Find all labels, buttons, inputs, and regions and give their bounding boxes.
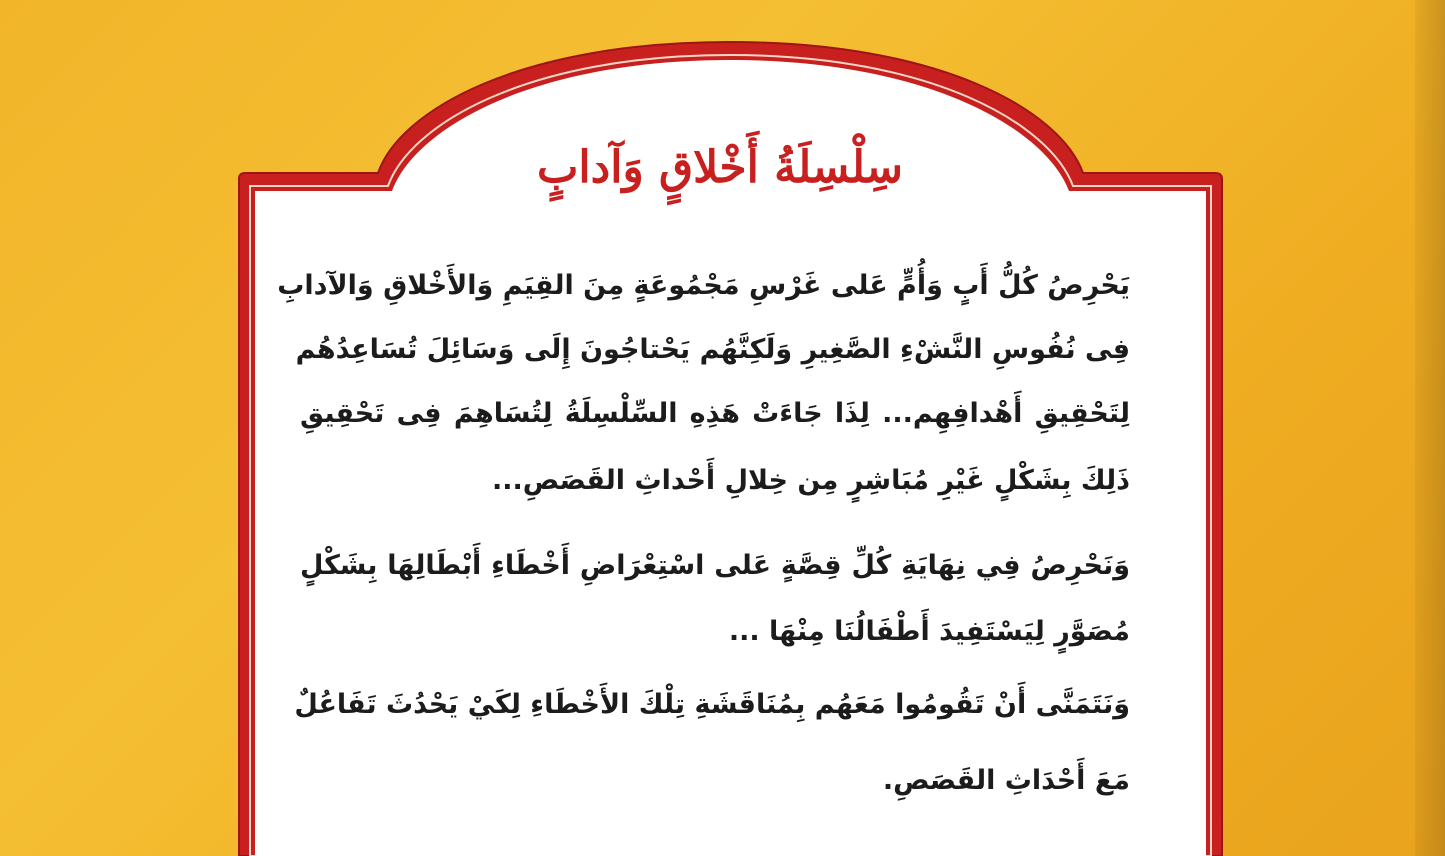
paragraph-1-line-1: يَحْرِصُ كُلُّ أَبٍ وَأُمٍّ عَلى غَرْسِ مَجْمُوعَةٍ مِنَ القِيَمِ وَالأَخْلاقِ وَالآدابِ	[277, 270, 1130, 301]
series-title: سِلْسِلَةُ أَخْلاقٍ وَآدابٍ	[536, 142, 903, 193]
paragraph-3-line-1: وَنَتَمَنَّى أَنْ تَقُومُوا مَعَهُم بِمُنَاقَشَةِ تِلْكَ الأَخْطَاءِ لِكَيْ يَحْدُثَ تَفَاعُلٌ	[294, 689, 1130, 720]
paragraph-1-line-4: ذَلِكَ بِشَكْلٍ غَيْرِ مُبَاشِرٍ مِن خِلالِ أَحْداثِ القَصَصِ...	[492, 465, 1130, 496]
paragraph-1-line-2: فِى نُفُوسِ النَّشْءِ الصَّغِيرِ وَلَكِنَّهُم يَحْتاجُونَ إِلَى وَسَائِلَ تُسَاعِدُهُم	[295, 334, 1130, 365]
paragraph-1-line-3: لِتَحْقِيقِ أَهْدافِهِم... لِذَا جَاءَتْ هَذِهِ السِّلْسِلَةُ لِتُسَاهِمَ فِى تَحْقِيقِ	[300, 398, 1130, 429]
paragraph-2-line-2: مُصَوَّرٍ لِيَسْتَفِيدَ أَطْفَالُنَا مِنْهَا ...	[728, 616, 1130, 647]
paragraph-3-line-2: مَعَ أَحْدَاثِ القَصَصِ.	[882, 765, 1130, 796]
paragraph-2-line-1: وَنَحْرِصُ فِي نِهَايَةِ كُلِّ قِصَّةٍ عَلى اسْتِعْرَاضِ أَخْطَاءِ أَبْطَالِهَا بِشَكْلٍ	[300, 550, 1130, 581]
